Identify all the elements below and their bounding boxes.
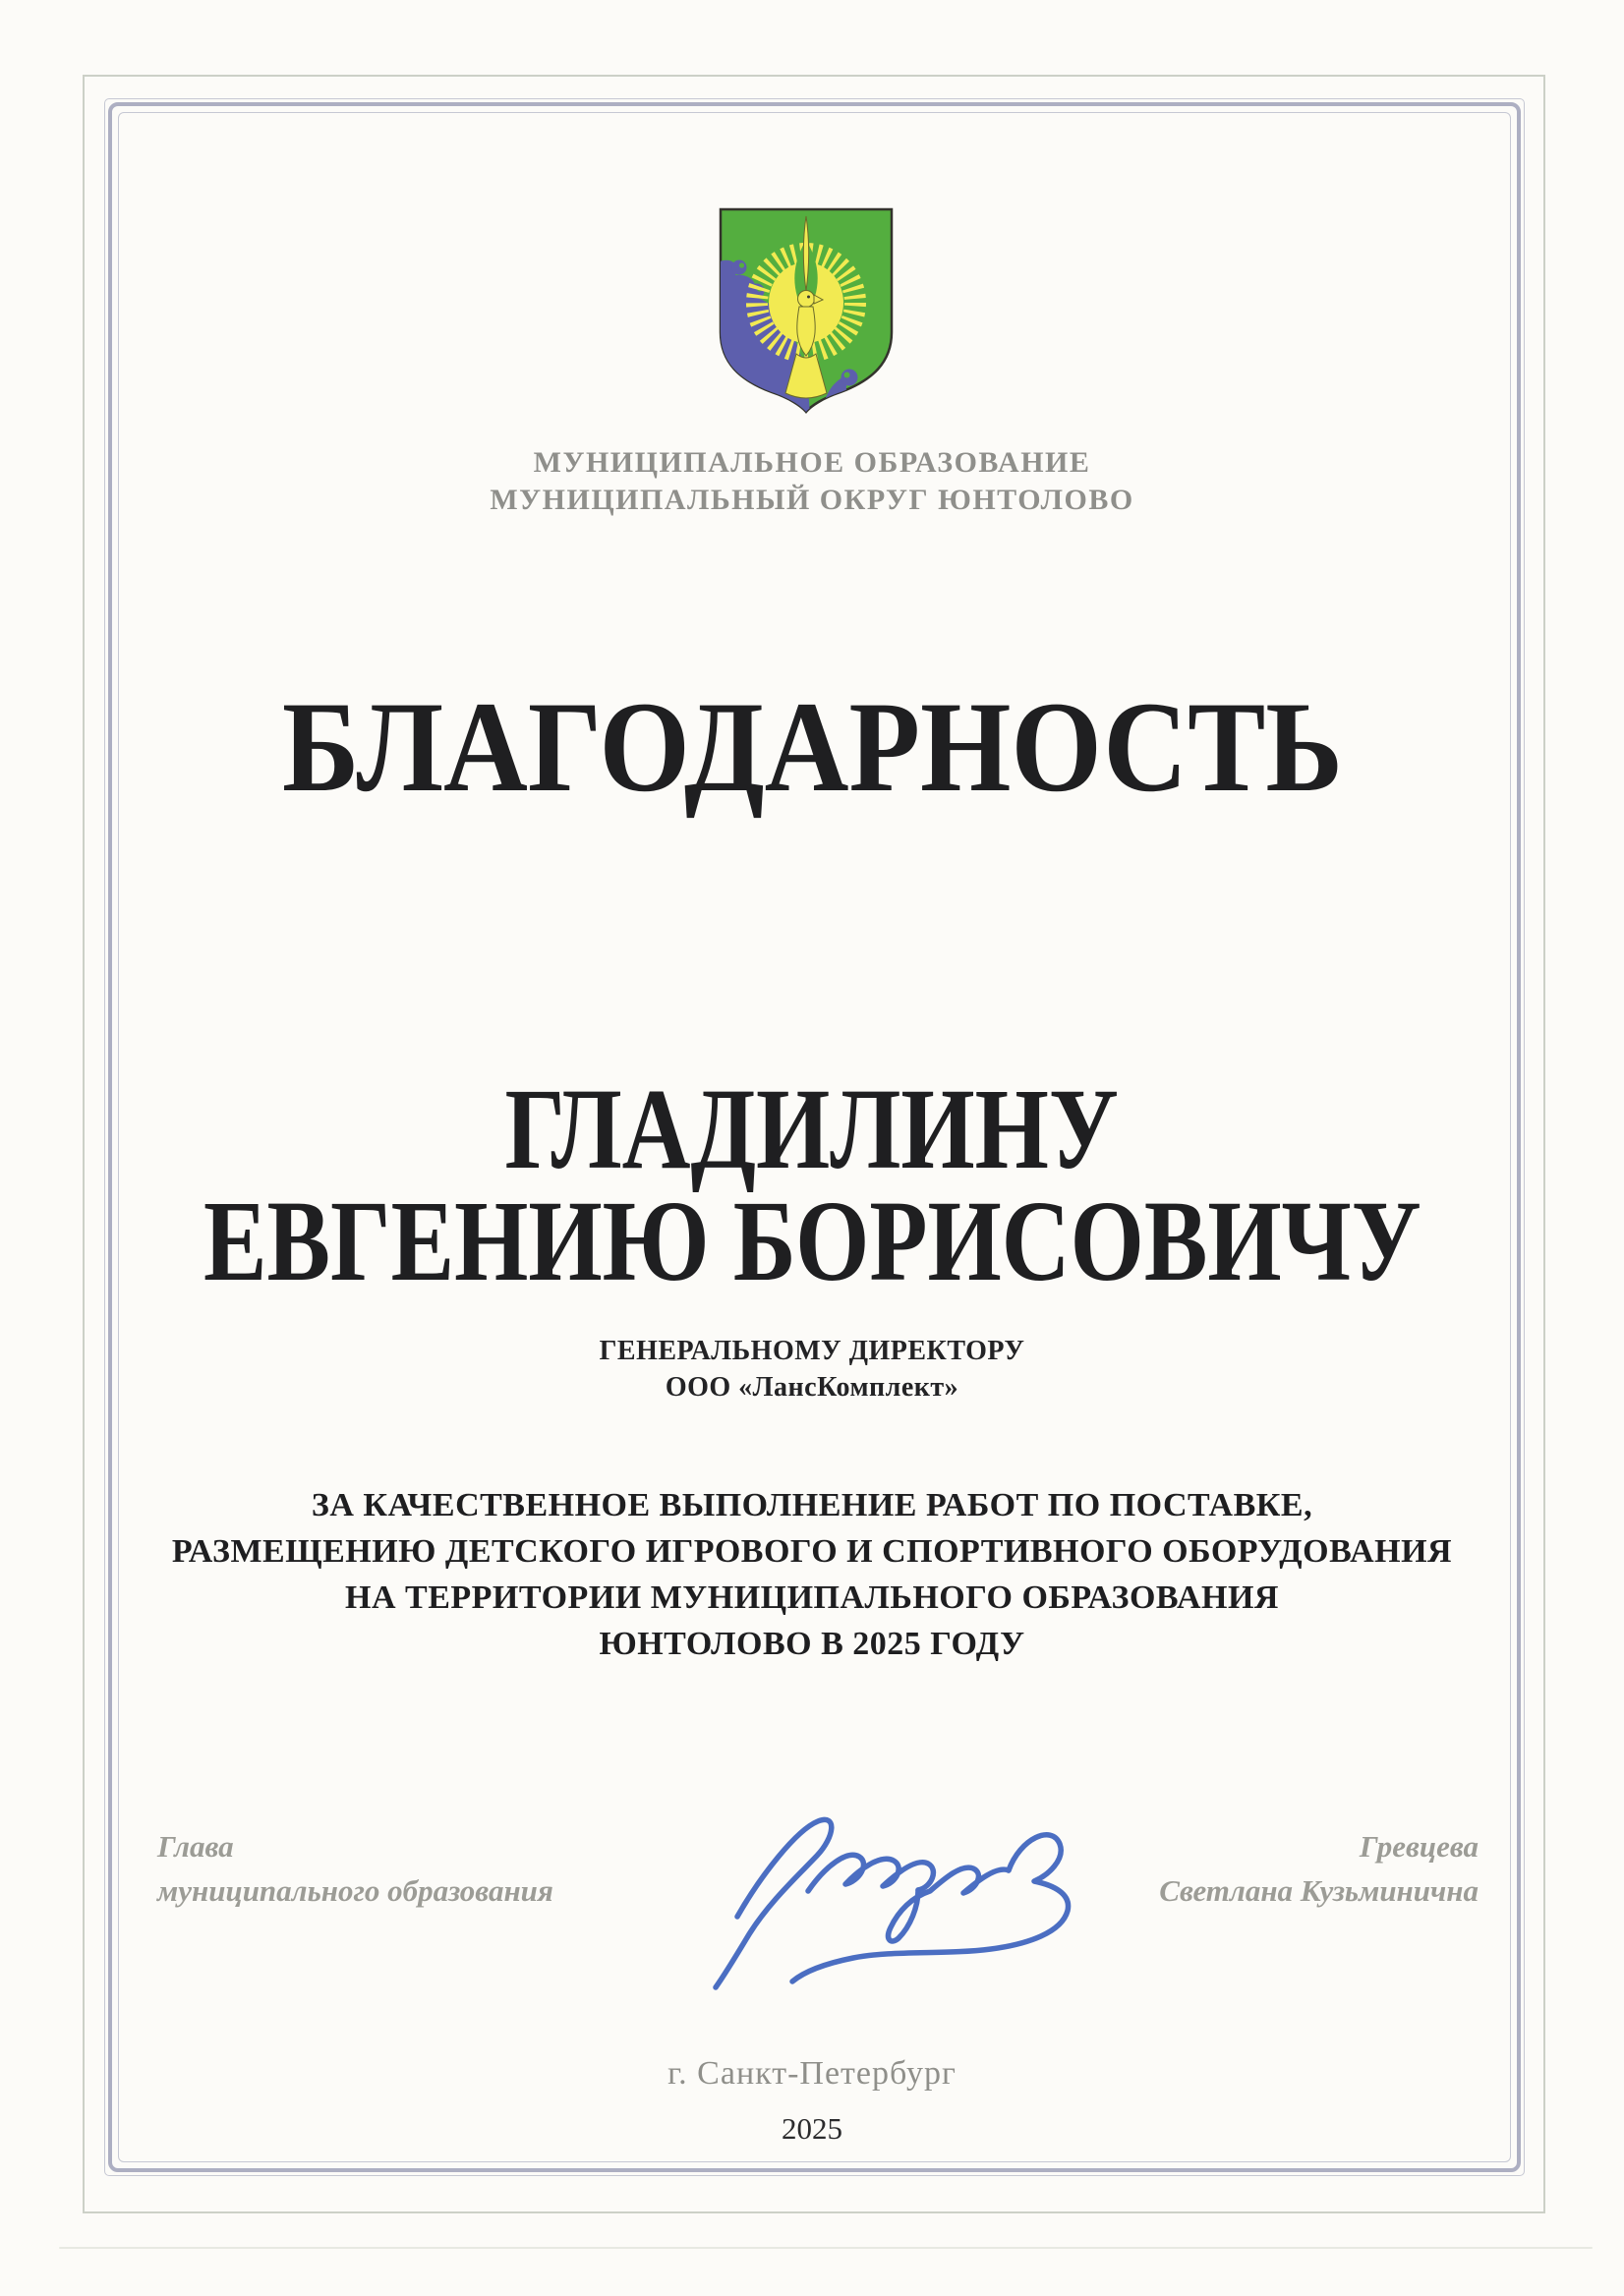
signer-title-line1: Глава bbox=[157, 1829, 234, 1864]
certificate-title-text: БЛАГОДАРНОСТЬ bbox=[281, 674, 1343, 819]
signer-title-block bbox=[157, 1824, 553, 1913]
recipient-name-block bbox=[0, 1064, 1624, 1305]
signer-name-line1: Гревцева bbox=[1359, 1829, 1479, 1864]
recipient-position-block bbox=[0, 1333, 1624, 1406]
citation-line: ЮНТОЛОВО В 2025 ГОДУ bbox=[599, 1626, 1025, 1662]
position-line2: ООО «ЛансКомплект» bbox=[665, 1372, 959, 1403]
citation-line: ЗА КАЧЕСТВЕННОЕ ВЫПОЛНЕНИЕ РАБОТ ПО ПОСТАВКЕ, bbox=[311, 1487, 1313, 1523]
recipient-surname: ГЛАДИЛИНУ bbox=[504, 1064, 1120, 1193]
citation-line: РАЗМЕЩЕНИЮ ДЕТСКОГО ИГРОВОГО И СПОРТИВНОГО ОБОРУДОВАНИЯ bbox=[171, 1533, 1453, 1570]
citation-line: НА ТЕРРИТОРИИ МУНИЦИПАЛЬНОГО ОБРАЗОВАНИЯ bbox=[345, 1579, 1279, 1616]
year-label: 2025 bbox=[782, 2111, 842, 2146]
coat-of-arms-icon bbox=[716, 204, 897, 417]
recipient-given-names: ЕВГЕНИЮ БОРИСОВИЧУ bbox=[203, 1177, 1421, 1305]
position-line1: ГЕНЕРАЛЬНОМУ ДИРЕКТОРУ bbox=[599, 1336, 1025, 1366]
handwritten-signature-icon bbox=[710, 1801, 1201, 1997]
org-name-line1: МУНИЦИПАЛЬНОЕ ОБРАЗОВАНИЕ bbox=[533, 446, 1091, 479]
org-name-block bbox=[0, 444, 1624, 519]
city-label: г. Санкт-Петербург bbox=[667, 2055, 957, 2092]
certificate-title bbox=[0, 674, 1624, 819]
org-name-line2: МУНИЦИПАЛЬНЫЙ ОКРУГ ЮНТОЛОВО bbox=[490, 484, 1134, 516]
coat-of-arms-svg bbox=[716, 204, 897, 417]
citation-text-block bbox=[0, 1482, 1624, 1667]
signer-name-line2: Светлана Кузьминична bbox=[1159, 1873, 1479, 1908]
signer-name-block bbox=[1159, 1824, 1479, 1913]
signer-title-line2: муниципального образования bbox=[157, 1873, 553, 1908]
paper-edge-line bbox=[59, 2247, 1593, 2249]
